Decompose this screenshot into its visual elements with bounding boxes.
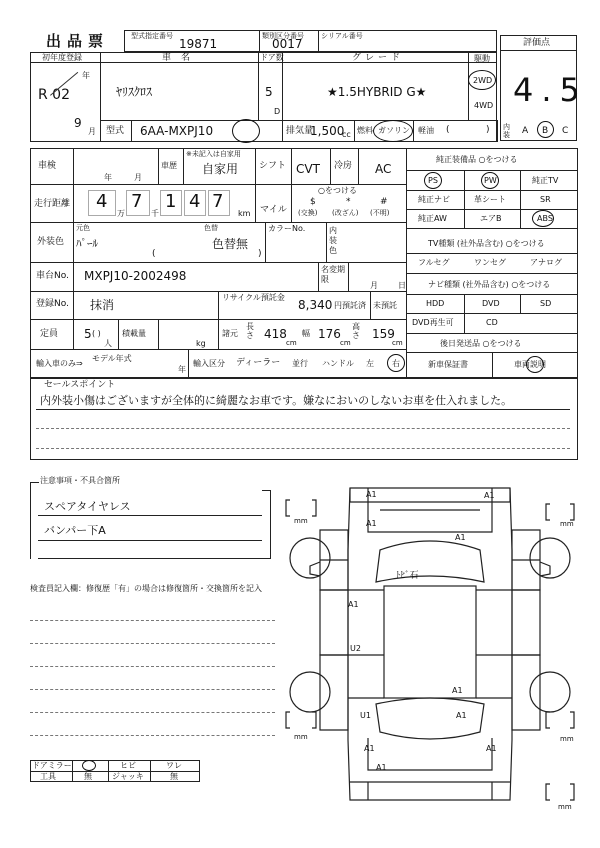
equip-airbag[interactable]: エアB [480,214,502,223]
model-year-label: モデル年式 [92,354,132,363]
interior-grade-b[interactable]: B [542,126,549,136]
mm-unit: mm [560,735,574,743]
height-value: 159 [372,327,395,341]
displacement-label: 排気量 [286,126,314,136]
capacity-paren: ( ) [92,329,101,338]
inspection-month: 月 [134,173,142,182]
damage-mark: A1 [456,711,467,720]
equip-ps-circle [424,172,442,189]
tv-title: TV種類 (社外品含む) ○をつける [428,239,545,248]
navi-title: ナビ種類 (社外品含む) ○をつける [428,280,551,289]
capacity-label: 定員 [40,329,59,339]
mile-label: マイル [260,205,287,215]
parallel-label[interactable]: 並行 [292,359,308,368]
damage-mark: A1 [366,519,377,528]
note-line-1: スペアタイヤレス [44,500,131,513]
type-value: 6AA-MXPJ10 [140,124,214,138]
navi-hdd[interactable]: HDD [426,299,445,308]
damage-mark: A1 [455,533,466,542]
score-value: 4.5 [513,71,588,109]
dims-label: 諸元 [222,329,238,338]
door-mirror-mark [82,760,96,771]
mm-unit: mm [294,517,308,525]
tools-label: 工具 [40,772,56,781]
serial-box [318,30,497,52]
interior-grade-c[interactable]: C [562,126,569,136]
fuel-label: 燃料 [357,126,373,135]
navi-sd[interactable]: SD [540,299,552,308]
history-value: 自家用 [202,162,239,176]
mileage-sen-unit: 千 [151,209,159,218]
notes-label: 注意事項・不具合箇所 [40,476,120,485]
equipment-title: 純正装備品 ○をつける [436,155,518,164]
interior-label: 内装 [503,123,510,139]
model-name: ﾔﾘｽｸﾛｽ [116,85,153,99]
sales-text: 内外装小傷はございますが全体的に綺麗なお車です。嫌なにおいのしないお車を仕入れました。 [40,394,513,407]
notes-bracket-left [30,482,39,559]
navi-dvd[interactable]: DVD [482,299,500,308]
interior-color-label: 内装色 [329,226,337,255]
equip-abs-circle [532,210,554,227]
door-mirror-label: ドアミラー [32,761,72,770]
repaint-paren-open: ( [152,249,156,259]
equip-navi[interactable]: 純正ナビ [418,195,450,204]
first-reg-month-unit: 月 [88,127,96,136]
mile-note-unknown: (不明) [370,209,390,217]
damage-mark: A1 [364,744,375,753]
orig-color-value: ﾊﾟｰﾙ [76,237,98,250]
damage-mark: U1 [360,711,371,720]
equip-aw[interactable]: 純正AW [418,214,447,223]
damage-mark: A1 [376,763,387,772]
drive-2wd-circle [468,70,496,90]
mm-unit: mm [558,803,572,811]
length-value: 418 [264,327,287,341]
tv-fullseg[interactable]: フルセグ [418,258,450,267]
drive-4wd[interactable]: 4WD [474,101,494,110]
interior-grade-circle [537,121,554,138]
interior-grade-a[interactable]: A [522,126,529,136]
length-unit: cm [286,339,297,347]
note-line-2: バンパー下A [44,524,106,537]
mileage-digit-1: 4 [96,191,108,212]
document-title: 出品票 [46,32,110,50]
sales-label: セールスポイント [44,380,116,390]
recycle-unit: 円預託済 [334,301,366,310]
first-reg-label: 初年度登録 [42,53,82,62]
color-label: 外装色 [37,237,65,247]
doors-label: ドア数 [260,53,284,62]
capacity-value: 5 [84,327,92,341]
inspector-label: 検査員記入欄：修復歴「有」の場合は修復箇所・交換箇所を記入 [30,584,262,593]
certification-label: 型式指定番号 [131,32,173,40]
width-unit: cm [340,339,351,347]
orig-color-label: 元色 [76,224,90,232]
drive-2wd[interactable]: 2WD [473,76,493,85]
name-change-month: 月 [370,281,378,290]
first-reg-month: 9 [74,116,82,130]
score-label: 評価点 [523,38,551,48]
mile-mark-note: ○をつける [318,186,357,195]
width-value: 176 [318,327,341,341]
height-unit: cm [392,339,403,347]
grade-value: ★1.5HYBRID G★ [327,85,427,99]
displacement-value: 1,500 [310,124,345,138]
ac-label: 冷房 [334,161,353,171]
model-year-unit: 年 [178,365,186,374]
shift-value: CVT [296,162,320,176]
category-label: 類別区分番号 [262,32,304,40]
light-oil-paren-close: ) [486,125,490,135]
repaint-paren-close: ) [258,249,262,259]
equip-ps[interactable]: PS [428,176,438,185]
tv-analog[interactable]: アナログ [530,258,562,267]
light-oil-label: 軽油 [418,126,434,135]
doors-suffix: D [274,107,281,116]
mm-unit: mm [560,520,574,528]
break-label: ワレ [166,761,182,770]
recycle-unpaid: 未預託 [373,301,397,310]
equip-abs[interactable]: ABS [537,214,553,223]
jack-value: 無 [170,772,178,781]
damage-mark: A1 [486,744,497,753]
equip-pw-circle [481,172,499,189]
tv-oneseg[interactable]: ワンセグ [474,258,506,267]
width-label: 幅 [302,329,310,338]
registration-label: 登録No. [36,299,69,309]
certification-value: 19871 [179,37,218,51]
shift-label: シフト [259,161,287,171]
mileage-digit-4: 4 [189,191,201,212]
navi-cd[interactable]: CD [486,318,498,327]
mileage-digit-3: 1 [165,191,177,212]
mileage-man-unit: 万 [117,209,125,218]
repaint-label: 色替 [204,224,218,232]
inspection-year: 年 [104,173,112,182]
name-change-day: 日 [398,281,406,290]
name-change-label: 名変期限 [321,265,345,284]
fuel-value[interactable]: ガソリン [378,126,410,135]
mileage-digit-5: 7 [212,191,224,212]
first-reg-year-unit: 年 [82,71,90,80]
docs-warranty[interactable]: 新車保証書 [428,360,468,369]
tools-value: 無 [84,772,92,781]
damage-mark-chip: ﾄﾋﾞ石 [396,571,419,581]
grade-label: グレード [352,53,405,63]
inspection-label: 車検 [38,161,57,171]
displacement-unit: cc [342,130,351,139]
mile-note-tamper: (改ざん) [332,209,359,217]
category-box [259,30,319,52]
type-circle-mark [232,119,260,143]
damage-mark: A1 [484,491,495,500]
import-label: 輸入車のみ⇒ [36,359,83,368]
type-label: 型式 [106,126,125,136]
light-oil-paren-open: ( [446,125,450,135]
recycle-label: リサイクル預託金 [222,293,285,302]
damage-mark: A1 [366,490,377,499]
mile-note-exchange: (交換) [298,209,318,217]
history-note: ※未記入は自家用 [186,150,241,158]
color-no-label: カラーNo. [268,224,306,233]
equip-sr[interactable]: SR [540,195,551,204]
equip-tv[interactable]: 純正TV [532,176,559,185]
load-label: 積載量 [122,329,146,338]
import-class-value[interactable]: ディーラー [236,358,281,368]
fuel-circle [373,120,413,142]
handle-left[interactable]: 左 [366,359,374,368]
handle-right-circle [387,354,405,372]
docs-manual[interactable]: 車両説明 [514,360,546,369]
docs-manual-circle [526,356,544,373]
mm-unit: mm [294,733,308,741]
equip-pw[interactable]: PW [484,176,497,185]
registration-value: 抹消 [90,298,115,312]
navi-dvd-play[interactable]: DVD再生可 [412,318,454,327]
repaint-value: 色替無 [212,237,249,251]
mileage-km-unit: km [238,209,251,218]
mile-option-hash[interactable]: # [380,197,388,207]
recycle-value: 8,340 [298,298,333,312]
mileage-label: 走行距離 [34,199,71,209]
import-class-label: 輸入区分 [193,359,225,368]
handle-right[interactable]: 右 [392,359,400,368]
mileage-digit-2: 7 [131,191,143,212]
serial-label: シリアル番号 [321,32,363,40]
docs-title: 後日発送品 ○をつける [440,339,522,348]
car-damage-diagram [280,470,580,820]
jack-label: ジャッキ [112,772,144,781]
doors-value: 5 [265,85,273,99]
first-reg-era: R 02 [38,87,70,103]
height-label: 高さ [352,322,360,340]
category-value: 0017 [272,37,303,51]
handle-label: ハンドル [322,359,354,368]
length-label: 長さ [246,322,254,340]
damage-mark: A1 [348,600,359,609]
damage-mark: A1 [452,686,463,695]
ac-value: AC [375,162,392,176]
load-unit: kg [196,339,206,348]
mile-option-dollar[interactable]: $ [310,197,316,207]
chassis-label: 車台No. [36,271,69,281]
equip-leather[interactable]: 革シート [474,195,506,204]
drive-label: 駆動 [474,54,490,63]
history-label: 車歴 [161,161,177,170]
certification-box [124,30,260,52]
notes-bracket-right [262,490,271,559]
mile-option-star[interactable]: * [346,197,351,207]
damage-mark: U2 [350,644,361,653]
crack-label: ヒビ [120,761,136,770]
model-label: 車名 [162,53,201,63]
capacity-unit: 人 [104,339,112,348]
chassis-value: MXPJ10-2002498 [84,269,187,283]
